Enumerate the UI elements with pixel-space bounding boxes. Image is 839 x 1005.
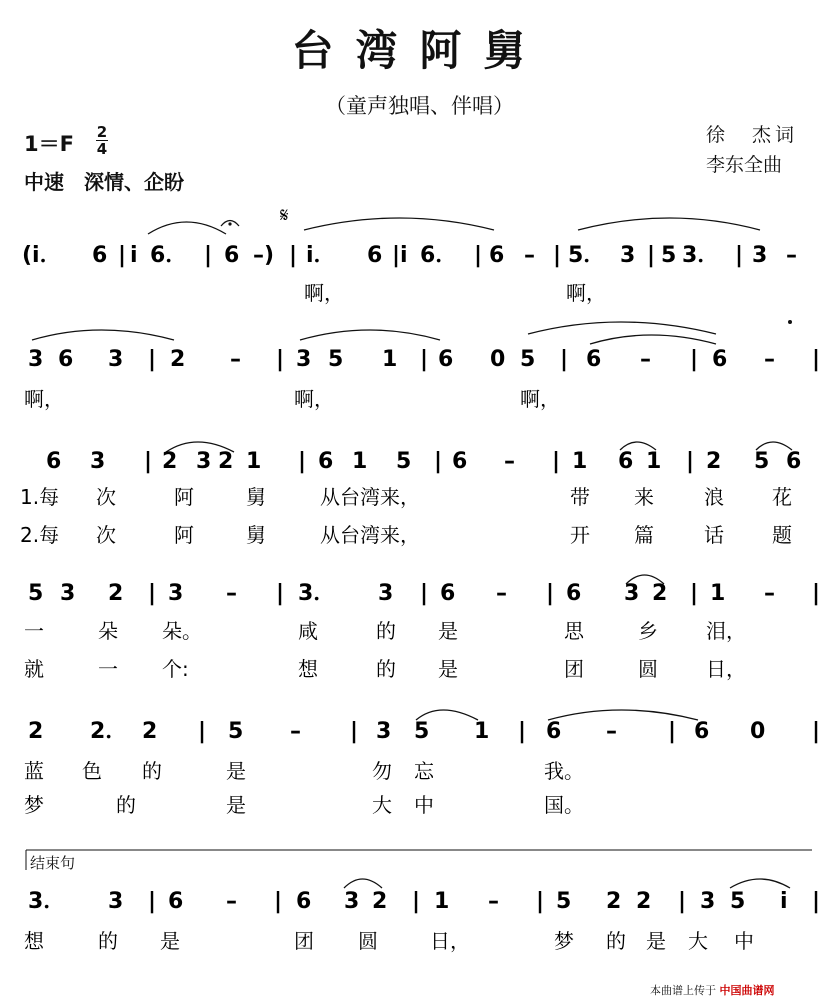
lyricist-credit: 徐 杰词: [706, 124, 799, 146]
barline: |: [686, 449, 695, 474]
barline: |: [144, 449, 153, 474]
lyric-verse-2: 梦: [24, 793, 44, 817]
note: i: [130, 243, 138, 268]
barline: |: [553, 243, 562, 268]
note: 5: [328, 347, 344, 372]
note: 1: [434, 889, 450, 914]
footer-text: 本曲谱上传于: [650, 984, 716, 997]
note: –: [226, 581, 237, 606]
note: 3: [378, 581, 394, 606]
barline: |: [647, 243, 656, 268]
note: i: [400, 243, 408, 268]
lyric-verse-1: 咸: [298, 619, 318, 643]
note: 2: [606, 889, 622, 914]
note: 3: [700, 889, 716, 914]
note: –: [504, 449, 515, 474]
barline: |: [536, 889, 545, 914]
note: i．: [306, 243, 336, 268]
lyric-verse-1: 次: [96, 485, 116, 509]
lyric-verse-2: 是: [438, 657, 458, 681]
note: 5: [556, 889, 572, 914]
note: 6: [618, 449, 634, 474]
note: 2: [28, 719, 44, 744]
lyric-verse-1: 花: [772, 485, 792, 509]
note: 3: [108, 347, 124, 372]
lyric-verse-2: 大: [372, 793, 392, 817]
note: 6: [546, 719, 562, 744]
note: 2: [170, 347, 186, 372]
lyric-verse-2: 篇: [634, 523, 654, 547]
note: –: [230, 347, 241, 372]
note: 1: [646, 449, 662, 474]
lyric-verse-1: 啊，: [294, 387, 334, 411]
note: –: [488, 889, 499, 914]
key-signature: 1＝F: [24, 132, 74, 156]
note: 1: [572, 449, 588, 474]
lyric-verse-1: 从台湾来，: [320, 485, 420, 509]
lyric-verse-2: 从台湾来，: [320, 523, 420, 547]
note: –: [496, 581, 507, 606]
lyric-verse-1: 1.每: [20, 485, 60, 509]
lyric-verse-1: 是: [438, 619, 458, 643]
note: 6: [694, 719, 710, 744]
lyric-verse-1: 中: [734, 929, 754, 953]
note: 1: [474, 719, 490, 744]
lyric-verse-1: 忘: [414, 759, 434, 783]
note: 6: [586, 347, 602, 372]
composer-credit: 李东全曲: [706, 154, 783, 176]
note: –: [640, 347, 651, 372]
barline: |: [118, 243, 127, 268]
note: –: [786, 243, 797, 268]
lyric-verse-2: 团: [564, 657, 584, 681]
note: 2: [706, 449, 722, 474]
lyric-verse-2: 舅: [246, 523, 266, 547]
note: 2: [372, 889, 388, 914]
song-title: 台湾阿舅: [291, 26, 548, 75]
lyric-verse-1: 思: [564, 619, 584, 643]
lyric-verse-2: 阿: [174, 523, 194, 547]
barline: |: [392, 243, 401, 268]
lyric-verse-1: 的: [376, 619, 396, 643]
barline: |: [812, 889, 821, 914]
note: 5: [228, 719, 244, 744]
barline: |: [668, 719, 677, 744]
lyric-verse-2: 国。: [544, 793, 584, 817]
lyric-verse-2: 题: [772, 523, 792, 547]
note: 6: [452, 449, 468, 474]
lyric-verse-2: 是: [226, 793, 246, 817]
barline: |: [274, 889, 283, 914]
barline: |: [560, 347, 569, 372]
note: 6．: [150, 243, 188, 268]
note: 3: [376, 719, 392, 744]
note: 6: [712, 347, 728, 372]
lyric-verse-1: 大: [688, 929, 708, 953]
note: 5: [414, 719, 430, 744]
lyric-verse-1: 勿: [372, 759, 392, 783]
note: –: [764, 581, 775, 606]
lyric-verse-2: 日，: [706, 657, 746, 681]
lyric-verse-1: 想: [24, 929, 44, 953]
lyric-verse-1: 是: [226, 759, 246, 783]
note: 3: [620, 243, 636, 268]
note: 5: [754, 449, 770, 474]
lyric-verse-2: 中: [414, 793, 434, 817]
barline: |: [678, 889, 687, 914]
barline: |: [420, 581, 429, 606]
lyric-verse-1: 的: [142, 759, 162, 783]
note: 0: [750, 719, 766, 744]
lyric-verse-1: 乡: [638, 619, 658, 643]
song-subtitle: （童声独唱、伴唱）: [325, 94, 514, 118]
lyric-verse-1: 日，: [430, 929, 470, 953]
note: –: [764, 347, 775, 372]
barline: |: [518, 719, 527, 744]
segno-sign: 𝄋: [280, 203, 289, 227]
note: 6: [786, 449, 802, 474]
note: (i．: [22, 243, 62, 268]
lyric-verse-1: 的: [98, 929, 118, 953]
note: 5: [730, 889, 746, 914]
lyric-verse-1: 的: [606, 929, 626, 953]
note: –: [290, 719, 301, 744]
lyric-verse-1: 浪: [704, 485, 724, 509]
note: i: [780, 889, 788, 914]
note: 6: [566, 581, 582, 606]
lyric-verse-1: 蓝: [24, 759, 44, 783]
barline: |: [420, 347, 429, 372]
barline: |: [812, 719, 821, 744]
note: –: [606, 719, 617, 744]
barline: |: [735, 243, 744, 268]
note: 1: [382, 347, 398, 372]
lyric-verse-1: 舅: [246, 485, 266, 509]
lyric-verse-2: 的: [116, 793, 136, 817]
barline: |: [412, 889, 421, 914]
tempo-marking: 中速 深情、企盼: [24, 170, 184, 194]
note: 6: [438, 347, 454, 372]
note: 3: [28, 347, 44, 372]
note: –: [524, 243, 535, 268]
lyric-verse-1: 阿: [174, 485, 194, 509]
note: 3．: [28, 889, 66, 914]
note: 6．: [420, 243, 458, 268]
note: 2: [218, 449, 234, 474]
lyric-verse-2: 圆: [638, 657, 658, 681]
lyric-verse-1: 带: [570, 485, 590, 509]
barline: |: [148, 889, 157, 914]
note: 2．: [90, 719, 128, 744]
lyric-verse-1: 来: [634, 485, 654, 509]
barline: |: [474, 243, 483, 268]
note: 6: [318, 449, 334, 474]
note: 5: [28, 581, 44, 606]
note: 2: [108, 581, 124, 606]
note: 3: [752, 243, 768, 268]
note: 6: [224, 243, 240, 268]
note: 3．: [298, 581, 336, 606]
lyric-verse-1: 我。: [544, 759, 584, 783]
note: 3: [344, 889, 360, 914]
note: 3: [168, 581, 184, 606]
lyric-verse-1: 梦: [554, 929, 574, 953]
note: 3: [624, 581, 640, 606]
note: 3: [296, 347, 312, 372]
note: 3: [60, 581, 76, 606]
site-logo: 中国曲谱网: [719, 984, 775, 997]
lyric-verse-1: 团: [294, 929, 314, 953]
barline: |: [298, 449, 307, 474]
note: 6: [58, 347, 74, 372]
barline: |: [546, 581, 555, 606]
barline: |: [812, 581, 821, 606]
slurs: [32, 218, 792, 888]
barline: |: [690, 347, 699, 372]
barline: |: [812, 347, 821, 372]
note: 1: [710, 581, 726, 606]
barline: |: [552, 449, 561, 474]
note: 1: [352, 449, 368, 474]
staff-systems: [20, 243, 820, 953]
note: –): [253, 243, 275, 268]
barline: |: [289, 243, 298, 268]
note: 6: [296, 889, 312, 914]
note: 5．: [568, 243, 606, 268]
lyric-verse-2: 话: [704, 523, 724, 547]
lyric-verse-1: 色: [82, 759, 102, 783]
note: 6: [92, 243, 108, 268]
lyric-verse-1: 啊，: [520, 387, 560, 411]
note: 6: [440, 581, 456, 606]
lyric-verse-2: 想: [298, 657, 318, 681]
note: 3: [108, 889, 124, 914]
lyric-verse-2: 就: [24, 657, 44, 681]
barline: |: [148, 581, 157, 606]
lyric-verse-1: 啊，: [304, 281, 344, 305]
barline: |: [350, 719, 359, 744]
note: 5: [396, 449, 412, 474]
note: 6: [367, 243, 383, 268]
note: 6: [46, 449, 62, 474]
barline: |: [690, 581, 699, 606]
note: 3．: [682, 243, 720, 268]
lyric-verse-2: 2.每: [20, 523, 60, 547]
lyric-verse-1: 啊，: [24, 387, 64, 411]
lyric-verse-1: 泪，: [706, 619, 746, 643]
note: 3: [196, 449, 212, 474]
lyric-verse-1: 是: [646, 929, 666, 953]
note: 2: [652, 581, 668, 606]
lyric-verse-2: 次: [96, 523, 116, 547]
ending-label: 结束句: [30, 854, 76, 872]
note: 5: [661, 243, 677, 268]
barline: |: [204, 243, 213, 268]
lyric-verse-1: 圆: [358, 929, 378, 953]
note: 6: [489, 243, 505, 268]
lyric-verse-1: 朵: [98, 619, 118, 643]
lyric-verse-1: 一: [24, 619, 44, 643]
footer-credit: [650, 982, 775, 998]
lyric-verse-1: 啊，: [566, 281, 606, 305]
note: 2: [142, 719, 158, 744]
note: –: [226, 889, 237, 914]
note: 2: [636, 889, 652, 914]
note: 1: [246, 449, 262, 474]
time-signature-bottom: 4: [96, 140, 108, 158]
barline: |: [276, 347, 285, 372]
barline: |: [434, 449, 443, 474]
barline: |: [148, 347, 157, 372]
note: 3: [90, 449, 106, 474]
lyric-verse-2: 个:: [162, 657, 189, 681]
note: 5: [520, 347, 536, 372]
lyric-verse-2: 的: [376, 657, 396, 681]
lyric-verse-1: 是: [160, 929, 180, 953]
time-signature-top: 2: [96, 123, 108, 141]
note: 6: [168, 889, 184, 914]
lyric-verse-2: 开: [570, 523, 590, 547]
barline: |: [198, 719, 207, 744]
barline: |: [276, 581, 285, 606]
lyric-verse-2: 一: [98, 657, 118, 681]
lyric-verse-1: 朵。: [162, 619, 202, 643]
note: 0: [490, 347, 506, 372]
note: 2: [162, 449, 178, 474]
